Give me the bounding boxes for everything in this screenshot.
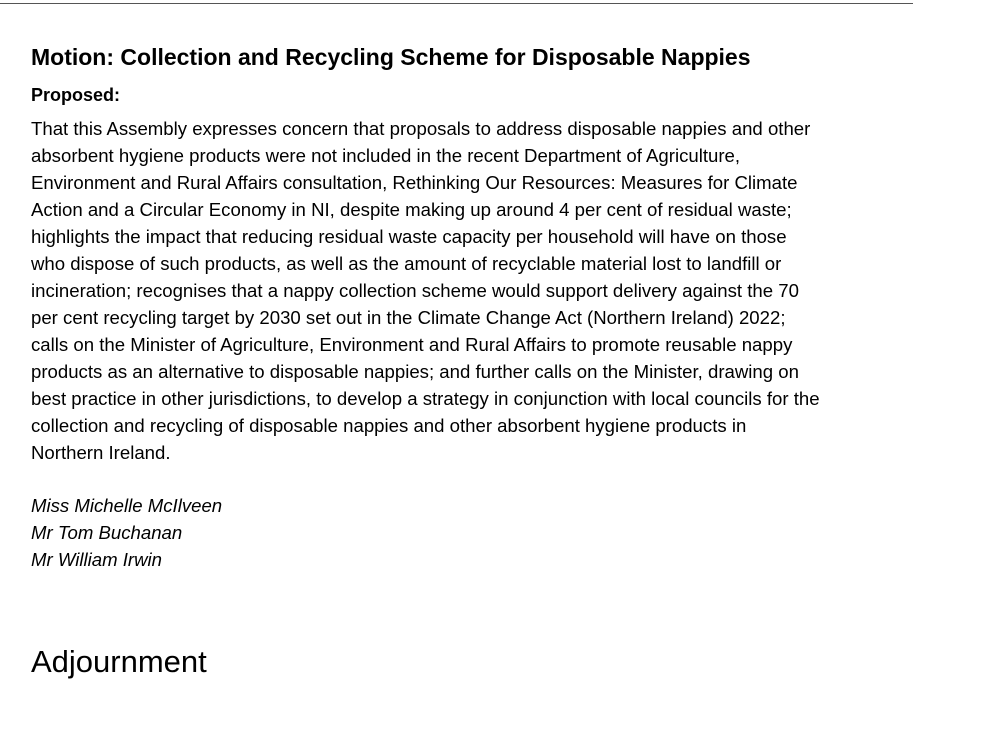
motion-text-line: Northern Ireland. bbox=[31, 442, 171, 463]
motion-text-line: calls on the Minister of Agriculture, Environment and Rural Affairs to promote reusable nappy bbox=[31, 334, 793, 355]
adjournment-heading: Adjournment bbox=[31, 644, 207, 679]
motion-text-line: who dispose of such products, as well as the amount of recyclable material lost to landfill or bbox=[31, 253, 782, 274]
motion-text-line: absorbent hygiene products were not included in the recent Department of Agriculture, bbox=[31, 145, 741, 166]
motion-text-line: highlights the impact that reducing residual waste capacity per household will have on those bbox=[31, 226, 787, 247]
signatory-name: Mr Tom Buchanan bbox=[31, 522, 183, 543]
motion-text-line: incineration; recognises that a nappy collection scheme would support delivery against the 70 bbox=[31, 280, 799, 301]
order-paper-page bbox=[31, 42, 921, 681]
motion-text-line: collection and recycling of disposable nappies and other absorbent hygiene products in bbox=[31, 415, 747, 436]
signatory-name: Mr William Irwin bbox=[31, 549, 163, 570]
proposed-label: Proposed: bbox=[31, 85, 121, 105]
motion-text-line: products as an alternative to disposable nappies; and further calls on the Minister, drawing on bbox=[31, 361, 799, 382]
motion-title: Motion: Collection and Recycling Scheme for Disposable Nappies bbox=[31, 44, 751, 70]
motion-text-line: per cent recycling target by 2030 set out in the Climate Change Act (Northern Ireland) 2022; bbox=[31, 307, 786, 328]
motion-text bbox=[31, 115, 921, 466]
top-divider bbox=[0, 3, 913, 4]
signatories-list bbox=[31, 492, 921, 573]
motion-text-line: That this Assembly expresses concern that proposals to address disposable nappies and other bbox=[31, 118, 811, 139]
motion-text-line: best practice in other jurisdictions, to develop a strategy in conjunction with local councils for the bbox=[31, 388, 820, 409]
motion-text-line: Environment and Rural Affairs consultation, Rethinking Our Resources: Measures for Climate bbox=[31, 172, 798, 193]
motion-text-line: Action and a Circular Economy in NI, despite making up around 4 per cent of residual waste; bbox=[31, 199, 792, 220]
signatory-name: Miss Michelle McIlveen bbox=[31, 495, 223, 516]
